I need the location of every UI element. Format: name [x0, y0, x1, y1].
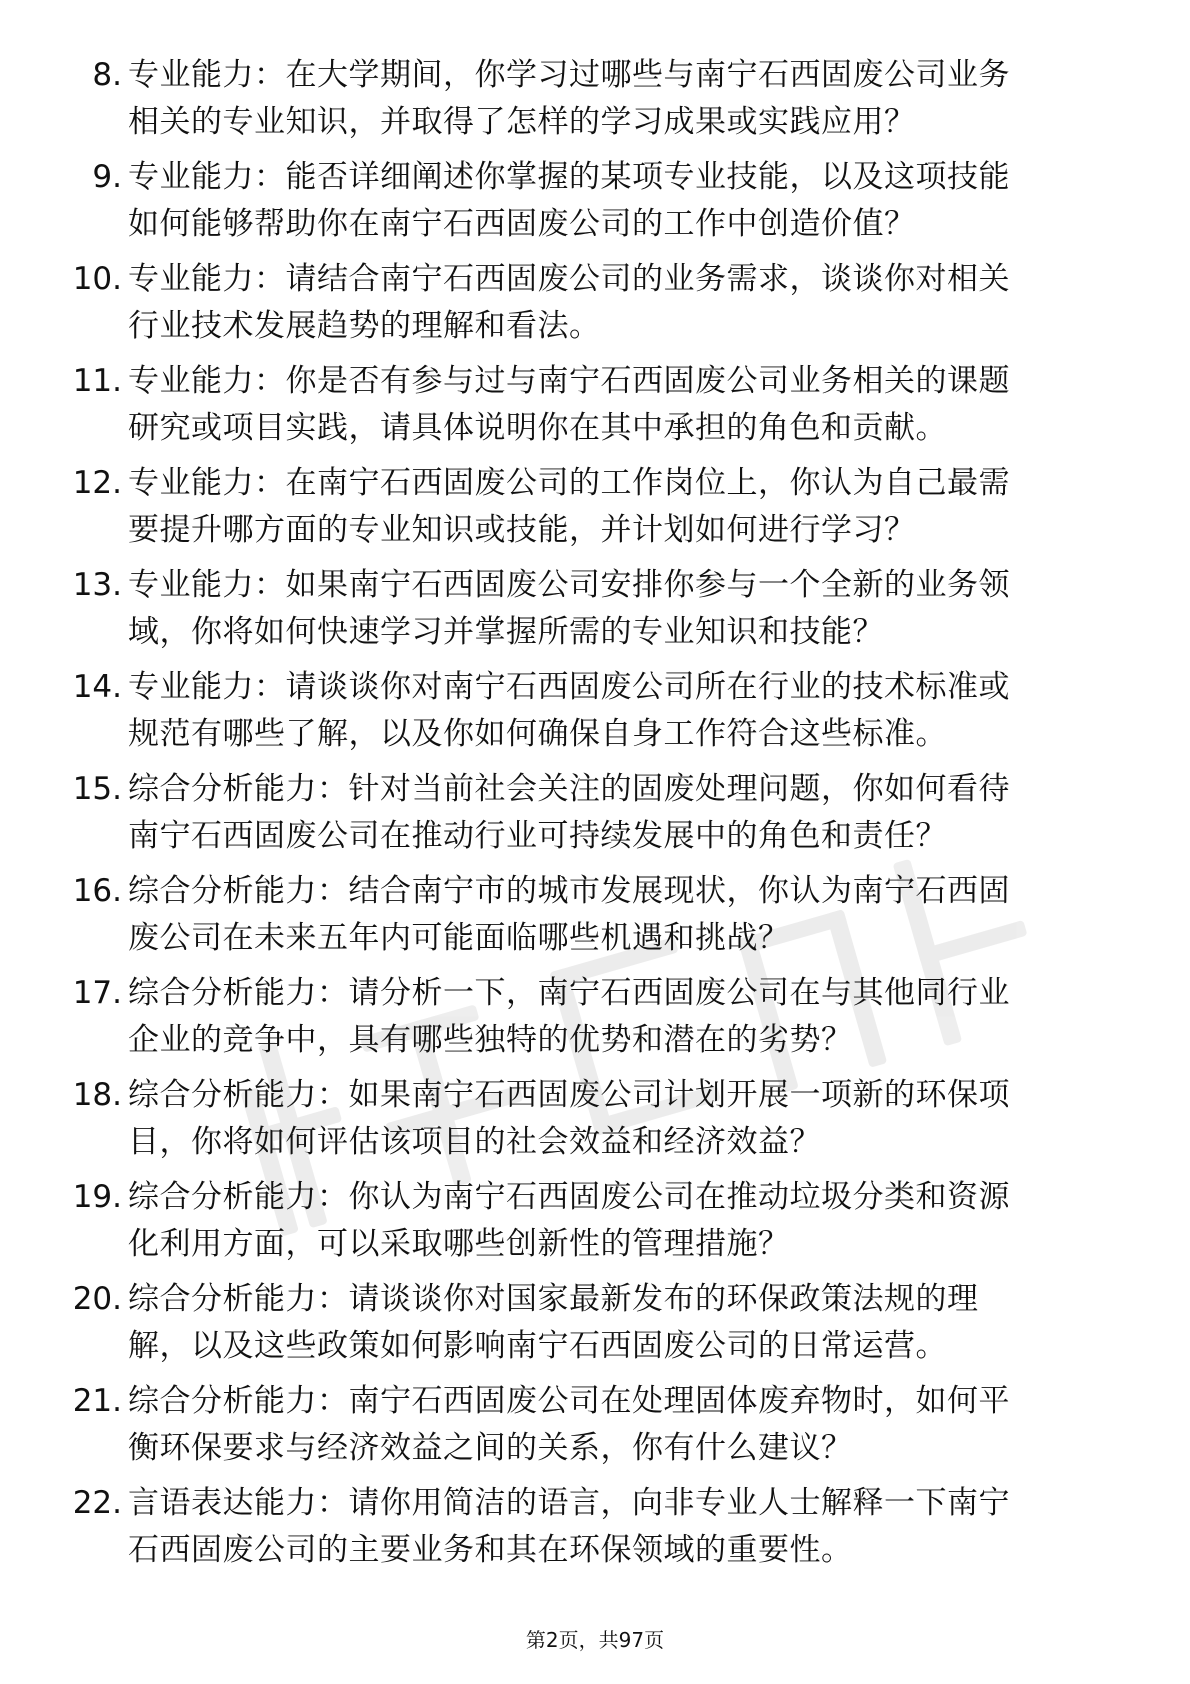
question-list [58, 52, 1128, 1582]
question-item [58, 1378, 1128, 1480]
question-item [58, 256, 1128, 358]
question-text: 综合分析能力：结合南宁市的城市发展现状，你认为南宁石西固 废公司在未来五年内可能面临哪些机遇和挑战？ [128, 873, 1010, 956]
question-number: 8. [92, 57, 122, 93]
question-text: 专业能力：请结合南宁石西固废公司的业务需求，谈谈你对相关 行业技术发展趋势的理解和看法。 [128, 261, 1010, 344]
question-number: 13. [72, 567, 122, 603]
question-text: 综合分析能力：请分析一下，南宁石西固废公司在与其他同行业 企业的竞争中，具有哪些独特的优势和潜在的劣势？ [128, 975, 1010, 1058]
question-text: 专业能力：你是否有参与过与南宁石西固废公司业务相关的课题 研究或项目实践，请具体说明你在其中承担的角色和贡献。 [128, 363, 1010, 446]
question-text: 综合分析能力：南宁石西固废公司在处理固体废弃物时，如何平 衡环保要求与经济效益之间的关系，你有什么建议？ [128, 1383, 1010, 1466]
question-item [58, 358, 1128, 460]
question-text: 综合分析能力：请谈谈你对国家最新发布的环保政策法规的理 解，以及这些政策如何影响南宁石西固废公司的日常运营。 [128, 1281, 979, 1364]
question-text: 综合分析能力：你认为南宁石西固废公司在推动垃圾分类和资源 化利用方面，可以采取哪些创新性的管理措施？ [128, 1179, 1010, 1262]
question-number: 15. [72, 771, 122, 807]
question-item [58, 154, 1128, 256]
question-number: 14. [72, 669, 122, 705]
question-item [58, 1072, 1128, 1174]
question-number: 20. [72, 1281, 122, 1317]
question-number: 22. [72, 1485, 122, 1521]
question-number: 18. [72, 1077, 122, 1113]
question-number: 11. [72, 363, 122, 399]
question-item [58, 1480, 1128, 1582]
question-text: 言语表达能力：请你用简洁的语言，向非专业人士解释一下南宁 石西固废公司的主要业务和其在环保领域的重要性。 [128, 1485, 1010, 1568]
page-footer: 第2页，共97页 [525, 1628, 665, 1652]
question-text: 专业能力：请谈谈你对南宁石西固废公司所在行业的技术标准或 规范有哪些了解，以及你如何确保自身工作符合这些标准。 [128, 669, 1010, 752]
question-text: 专业能力：如果南宁石西固废公司安排你参与一个全新的业务领 域，你将如何快速学习并掌握所需的专业知识和技能？ [128, 567, 1010, 650]
question-number: 9. [92, 159, 122, 195]
question-text: 综合分析能力：如果南宁石西固废公司计划开展一项新的环保项 目，你将如何评估该项目的社会效益和经济效益？ [128, 1077, 1010, 1160]
question-item [58, 868, 1128, 970]
question-number: 16. [72, 873, 122, 909]
question-item [58, 970, 1128, 1072]
question-text: 专业能力：在南宁石西固废公司的工作岗位上，你认为自己最需 要提升哪方面的专业知识或技能，并计划如何进行学习？ [128, 465, 1010, 548]
question-text: 综合分析能力：针对当前社会关注的固废处理问题，你如何看待 南宁石西固废公司在推动行业可持续发展中的角色和责任？ [128, 771, 1010, 854]
question-item [58, 766, 1128, 868]
question-item [58, 1174, 1128, 1276]
question-number: 12. [72, 465, 122, 501]
question-text: 专业能力：能否详细阐述你掌握的某项专业技能，以及这项技能 如何能够帮助你在南宁石西固废公司的工作中创造价值？ [128, 159, 1010, 242]
question-item [58, 664, 1128, 766]
question-number: 10. [72, 261, 122, 297]
question-text: 专业能力：在大学期间，你学习过哪些与南宁石西固废公司业务 相关的专业知识，并取得了怎样的学习成果或实践应用？ [128, 57, 1010, 140]
question-item [58, 52, 1128, 154]
question-number: 19. [72, 1179, 122, 1215]
question-number: 21. [72, 1383, 122, 1419]
question-item [58, 1276, 1128, 1378]
question-item [58, 460, 1128, 562]
question-number: 17. [72, 975, 122, 1011]
question-item [58, 562, 1128, 664]
